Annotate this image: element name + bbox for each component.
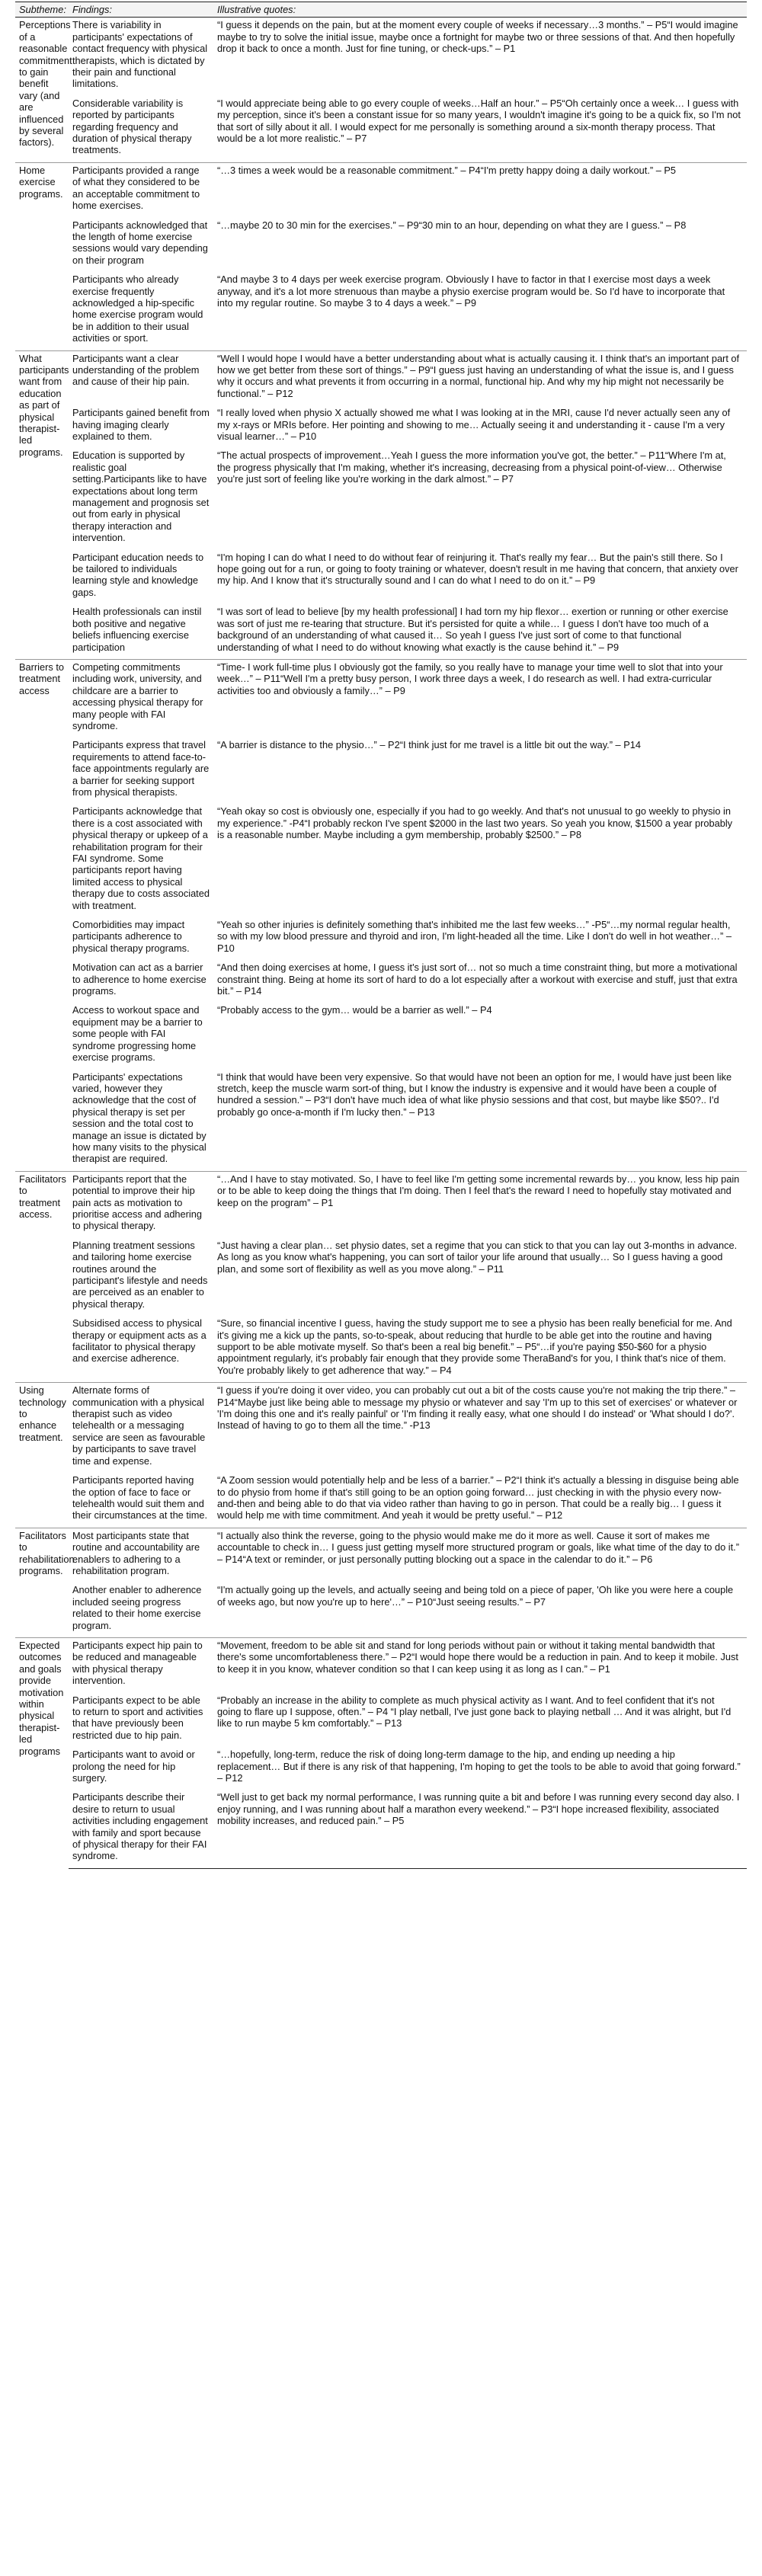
subtheme-cell: Barriers to treatment access bbox=[15, 659, 69, 1171]
table-row bbox=[15, 1528, 747, 1582]
finding-cell: Most participants state that routine and accountability are enablers to adhering to a rehabilitation program. bbox=[69, 1528, 213, 1582]
finding-cell: Participants who already exercise frequently acknowledged a hip-specific home exercise program would be in addition to their usual activities or sport. bbox=[72, 274, 203, 344]
subtheme-cell: Facilitators to treatment access. bbox=[15, 1171, 69, 1383]
quote-cell: “I'm actually going up the levels, and actually seeing and being told on a piece of paper, 'Oh like you were here a couple of weeks ago, but now you're up to here'…” – P10“Just seeing results.” – P7 bbox=[217, 1584, 734, 1608]
quote-cell: “Well I would hope I would have a better understanding about what is actually causing it. I think that's an important part of how we get better from these sort of things.” – P9“I guess just having an understanding of what the issue is, and I guess why it occurs and what prevents it from occurring in a normal, functional hip. And why my hip might not necessarily be functional.” – P12 bbox=[213, 350, 747, 405]
table-row bbox=[15, 1790, 747, 1868]
finding-cell: Participants express that travel requirements to attend face-to-face appointments regularly are a barrier for seeking support from physical therapists. bbox=[72, 739, 210, 798]
header-findings: Findings: bbox=[69, 2, 213, 18]
table-row bbox=[15, 1582, 747, 1637]
table-row bbox=[15, 18, 747, 96]
table-row bbox=[15, 804, 747, 917]
quote-cell: “Probably access to the gym… would be a barrier as well.” – P4 bbox=[217, 1004, 492, 1016]
table-row bbox=[15, 550, 747, 605]
quote-cell: “I actually also think the reverse, going to the physio would make me do it more as well. Cause it sort of makes me accountable to check in… I guess just getting myself more structured program or goals, like what time of the day to do it.” – P14“A text or reminder, or just personally putting blocking out a space in the calendar to do it.” – P6 bbox=[213, 1528, 747, 1582]
table-row bbox=[15, 1003, 747, 1069]
finding-cell: Participants expect to be able to return to sport and activities that have previously been restricted due to hip pain. bbox=[72, 1694, 203, 1741]
quote-cell: “Movement, freedom to be able sit and stand for long periods without pain or without it taking mental bandwidth that there's some uncomfortableness there.” – P2“I would hope there would be a reduction in pain. And to keep it mobile. Just to keep it in you know, whatever condition so that I can keep using it as long as I can.” – P1 bbox=[213, 1637, 747, 1692]
quote-cell: “…And I have to stay motivated. So, I have to feel like I'm getting some incremental rewards by… you know, less hip pain or to be able to keep doing the things that I'm doing. Then I feel that's the reward I need to hopefully stay motivated and keep on the program” – P1 bbox=[213, 1171, 747, 1238]
subtheme-cell: Using technology to enhance treatment. bbox=[15, 1383, 69, 1528]
finding-cell: Another enabler to adherence included seeing progress related to their home exercise program. bbox=[72, 1584, 202, 1631]
table-row bbox=[15, 350, 747, 405]
table-row bbox=[15, 1070, 747, 1172]
finding-cell: Planning treatment sessions and tailoring home exercise routines around the participant's lifestyle and needs are perceived as an enabler to physical therapy. bbox=[72, 1239, 208, 1310]
table-row bbox=[15, 1238, 747, 1316]
quote-cell: “…3 times a week would be a reasonable commitment.” – P4“I'm pretty happy doing a daily workout.” – P5 bbox=[213, 162, 747, 217]
quote-cell: “Probably an increase in the ability to complete as much physical activity as I want. And to feel confident that it's not going to flare up I suppose, often.” – P4 “I play netball, I've just gone back to playing netball … And it was alright, but I'd like to run maybe 5 km comfortably.” – P13 bbox=[217, 1694, 732, 1730]
finding-cell: Subsidised access to physical therapy or equipment acts as a facilitator to physical therapy and exercise adherence. bbox=[72, 1317, 207, 1365]
table-row bbox=[15, 405, 747, 448]
quote-cell: “Well just to get back my normal performance, I was running quite a bit and before I was running every second day also. I enjoy running, and I was running about half a marathon every weekend.” – P3“I hope increased flexibility, associated mobility increases, and reduced pain.” – P5 bbox=[213, 1790, 747, 1868]
findings-table bbox=[15, 2, 747, 1869]
finding-cell: Participants' expectations varied, however they acknowledge that the cost of physical therapy is set per session and the total cost to manage an issue is dictated by how many visits to the physical therapist are required. bbox=[72, 1070, 207, 1165]
quote-cell: “I was sort of lead to believe [by my health professional] I had torn my hip flexor… exertion or running or other exercise was sort of just me re-tearing that structure. But it's persisted for quite a while… I guess I don't have too much of a background of an understanding of what caused it… So yeah I guess I've just sort of come to that functional understanding of what I need to do without knowing what exactly is the cause behind it.” – P9 bbox=[217, 606, 728, 653]
table-row bbox=[15, 1693, 747, 1748]
finding-cell: Participants report that the potential to improve their hip pain acts as motivation to prioritise access and adhering to physical therapy. bbox=[69, 1171, 213, 1238]
finding-cell: Health professionals can instil both positive and negative beliefs influencing exercise participation bbox=[72, 606, 202, 653]
quote-cell: “Yeah okay so cost is obviously one, especially if you had to go weekly. And that's not unusual to go weekly to physio in my experience.” -P4“I probably reckon I've spent $2000 in the last two years. So yeah you know, $1500 a year probably is a reasonable number. Maybe including a gym membership, probably $2500.” – P8 bbox=[217, 805, 733, 841]
quote-cell: “Sure, so financial incentive I guess, having the study support me to see a physio has been really beneficial for me. And it's giving me a kick up the pants, so-to-speak, about reducing that hurdle to be able get into the routine and having support to be able motivate myself. So that's been a real big benefit.” – P5“…if you're paying $50-$60 for a physio appointment regularly, it's probably fair enough that they provide some TheraBand's for you, I think that's nice of them. You're probably likely to get adherence that way.” – P4 bbox=[217, 1317, 732, 1376]
quote-cell: “And then doing exercises at home, I guess it's just sort of… not so much a time constraint thing, but more a motivational constraint thing. Being at home its sort of hard to do a lot especially after a workout with exercise and stuff, just that extra bit.” – P14 bbox=[217, 962, 738, 997]
finding-cell: Participants reported having the option of face to face or telehealth would suit them and their circumstances at the time. bbox=[72, 1474, 208, 1522]
finding-cell: Competing commitments including work, university, and childcare are a barrier to accessing physical therapy for many people with FAI syndrome. bbox=[69, 659, 213, 738]
finding-cell: Participant education needs to be tailored to individuals learning style and knowledge gaps. bbox=[72, 551, 204, 598]
quote-cell: “I guess if you're doing it over video, you can probably cut out a bit of the costs cause you're not making the trip there.” – P14“Maybe just like being able to message my physio or whatever and say 'I'm up to this set of exercises' or whatever or 'I'm doing this one and it's really painful' or 'I'm finding it really easy, what one should I do instead' or 'What should I do?'. Instead of having to go to them all the time.” -P13 bbox=[213, 1383, 747, 1473]
quote-cell: “I think that would have been very expensive. So that would have not been an option for me, I would have just been like stretch, keep the muscle warm sort-of thing, but I know the industry is expensive and it would have been a couple of hundred a session.” – P3“I don't have much idea of what like physio sessions and that cost, but maybe like $50?.. I'd probably go once-a-month if I'm lucky then.” – P13 bbox=[217, 1070, 732, 1118]
finding-cell: Access to workout space and equipment may be a barrier to some people with FAI syndrome progressing home exercise programs. bbox=[72, 1004, 203, 1064]
subtheme-cell: Perceptions of a reasonable commitment to gain benefit vary (and are influenced by several factors). bbox=[15, 18, 69, 162]
subtheme-cell: What participants want from education as part of physical therapist-led programs. bbox=[15, 350, 69, 659]
table-row bbox=[15, 162, 747, 217]
finding-cell: Participants want a clear understanding of the problem and cause of their hip pain. bbox=[69, 350, 213, 405]
quote-cell: “A Zoom session would potentially help and be less of a barrier.” – P2“I think it's actually a blessing in disguise being able to do physio from home if that's still going to be an option going forward… just checking in with the physio every now-and-then and being able to do that via video rather than having to go in person. That could be a really big… I guess it would help me with time commitment. And yeah it would be pretty useful.” – P12 bbox=[217, 1474, 739, 1522]
table-row bbox=[15, 1383, 747, 1473]
table-body bbox=[15, 18, 747, 1868]
quote-cell: “…maybe 20 to 30 min for the exercises.” – P9“30 min to an hour, depending on what they are I guess.” – P8 bbox=[217, 219, 687, 231]
quote-cell: “A barrier is distance to the physio…” – P2“I think just for me travel is a little bit out the way.” – P14 bbox=[217, 739, 641, 751]
finding-cell: Participants want to avoid or prolong the need for hip surgery. bbox=[72, 1749, 195, 1784]
quote-cell: “I would appreciate being able to go every couple of weeks…Half an hour.” – P5“Oh certainly once a week… I guess with my perception, since it's been a constant issue for so many years, I wouldn't imagine it's going to be a quick fix, so I'm not that sort of silly about it all. I would expect for me personally is something around a six-month therapy process. That would be a lot more realistic.” – P7 bbox=[217, 97, 741, 145]
quote-cell: “Yeah so other injuries is definitely something that's inhibited me the last few weeks…” -P5“…my normal regular health, so with my low blood pressure and thyroid and iron, I'm light-headed all the time. Like I don't do well in hot weather…” – P10 bbox=[217, 919, 732, 954]
quote-cell: “And maybe 3 to 4 days per week exercise program. Obviously I have to factor in that I exercise most days a week anyway, and it's a lot more strenuous than maybe a physio exercise program would be. So I'd have to incorporate that into my regular routine. So maybe 3 to 4 days a week.” – P9 bbox=[217, 274, 725, 309]
table-row bbox=[15, 448, 747, 549]
quote-cell: “The actual prospects of improvement…Yeah I guess the more information you've got, the better.” – P11“Where I'm at, the progress physically that I'm making, whether it's increasing, decreasing from a physical point-of-view… Otherwise you're just sort of feeling like you're working in the dark almost.” – P7 bbox=[217, 450, 726, 485]
header-subtheme: Subtheme: bbox=[15, 2, 69, 18]
finding-cell: Participants acknowledged that the length of home exercise sessions would vary depending on their program bbox=[72, 219, 208, 266]
subtheme-cell: Expected outcomes and goals provide motivation within physical therapist-led programs bbox=[15, 1637, 69, 1868]
table-row bbox=[15, 1637, 747, 1692]
table-row bbox=[15, 738, 747, 804]
finding-cell: Participants expect hip pain to be reduced and manageable with physical therapy intervention. bbox=[69, 1637, 213, 1692]
table-row bbox=[15, 917, 747, 960]
finding-cell: Participants gained benefit from having imaging clearly explained to them. bbox=[72, 407, 210, 442]
table-header-row bbox=[15, 2, 747, 18]
table-row bbox=[15, 960, 747, 1003]
table-row bbox=[15, 1473, 747, 1528]
finding-cell: Considerable variability is reported by participants regarding frequency and duration of physical therapy treatments. bbox=[72, 97, 192, 156]
finding-cell: Comorbidities may impact participants adherence to physical therapy programs. bbox=[72, 919, 190, 954]
table-row bbox=[15, 659, 747, 738]
header-quotes: Illustrative quotes: bbox=[213, 2, 747, 18]
finding-cell: Participants describe their desire to return to usual activities including engagement with family and sport because of physical therapy for their FAI syndrome. bbox=[69, 1790, 213, 1868]
finding-cell: Participants provided a range of what they considered to be an acceptable commitment to home exercises. bbox=[69, 162, 213, 217]
quote-cell: “I guess it depends on the pain, but at the moment every couple of weeks if necessary…3 months.” – P5“I would imagine maybe to try to solve the initial issue, maybe once a fortnight for maybe two or three sessions of that. And then hopefully drop it back to once a month. Just for fine tuning, or check-ups.” – P1 bbox=[213, 18, 747, 96]
table-row bbox=[15, 604, 747, 659]
table-row bbox=[15, 272, 747, 350]
table-row bbox=[15, 1747, 747, 1790]
table-row bbox=[15, 96, 747, 163]
subtheme-cell: Facilitators to rehabilitation programs. bbox=[15, 1528, 69, 1637]
quote-cell: “…hopefully, long-term, reduce the risk of doing long-term damage to the hip, and ending up needing a hip replacement… But if there is any risk of that happening, I'm hoping to get the tools to be able to avoid that going forward.” – P12 bbox=[217, 1749, 741, 1784]
quote-cell: “Just having a clear plan… set physio dates, set a regime that you can stick to that you can lay out 3-months in advance. As long as you know what's happening, you can sort of tailor your life around that usually… So I guess having a good plan, and some sort of flexibility as well as you move along.” – P11 bbox=[217, 1239, 738, 1275]
table-row bbox=[15, 1316, 747, 1383]
finding-cell: Motivation can act as a barrier to adherence to home exercise programs. bbox=[72, 962, 207, 997]
subtheme-cell: Home exercise programs. bbox=[15, 162, 69, 350]
table-row bbox=[15, 1171, 747, 1238]
finding-cell: Alternate forms of communication with a physical therapist such as video telehealth or a messaging service are seen as favourable by participants to save travel time and expense. bbox=[69, 1383, 213, 1473]
quote-cell: “Time- I work full-time plus I obviously got the family, so you really have to manage your time well to slot that into your week…” – P11“Well I'm a pretty busy person, I work three days a week, I do research as well. I had extra-curricular activities too and obviously a family…” – P9 bbox=[213, 659, 747, 738]
finding-cell: Participants acknowledge that there is a cost associated with physical therapy or upkeep of a rehabilitation program for their FAI syndrome. Some participants report having limited access to physical therapy due to costs associated with treatment. bbox=[72, 805, 210, 911]
finding-cell: There is variability in participants' expectations of contact frequency with physical therapists, which is dictated by their pain and functional limitations. bbox=[69, 18, 213, 96]
quote-cell: “I'm hoping I can do what I need to do without fear of reinjuring it. That's really my fear… But the pain's still there. So I hope going out for a run, or going to footy training or whatever, doesn't result in me having that concern, that anxiety over my hip. And I know that it's structurally sound and I can do what I need to do on it.” – P9 bbox=[217, 551, 738, 587]
table-row bbox=[15, 218, 747, 273]
quote-cell: “I really loved when physio X actually showed me what I was looking at in the MRI, cause I'd never actually seen any of my x-rays or MRIs before. Her pointing and showing to me… Actually seeing it and understanding it - cause I'm a very visual learner…” – P10 bbox=[217, 407, 731, 442]
finding-cell: Education is supported by realistic goal setting.Participants like to have expectations about long term management and prognosis set out from early in physical therapy interaction and intervention. bbox=[72, 450, 210, 544]
